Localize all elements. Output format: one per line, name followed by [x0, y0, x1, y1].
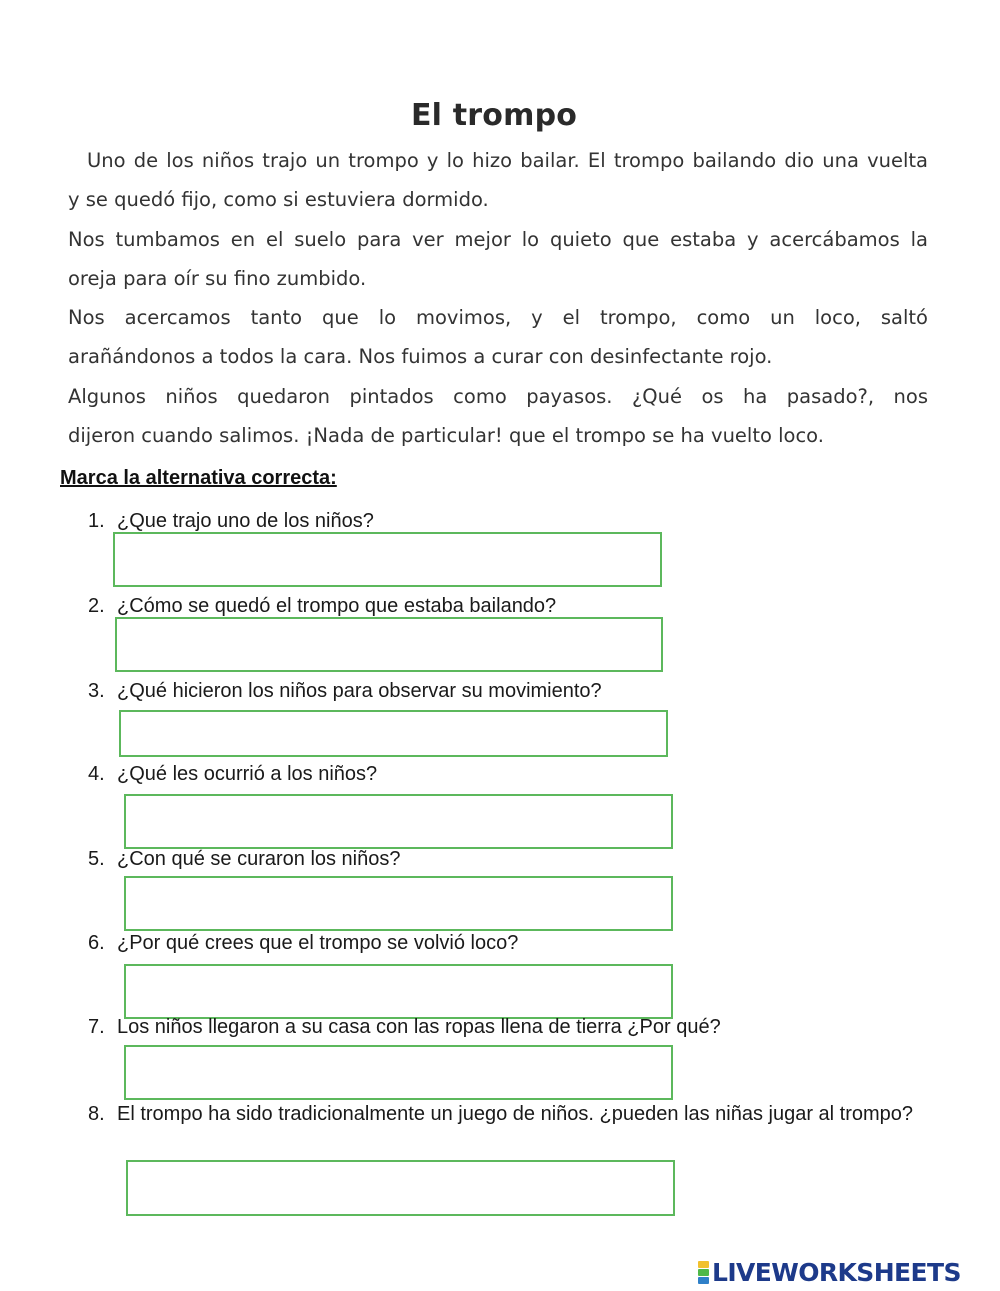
question-text: ¿Por qué crees que el trompo se volvió loco? — [117, 932, 519, 954]
question-number: 6. — [88, 932, 105, 954]
question-number: 3. — [88, 680, 105, 702]
story-line: dijeron cuando salimos. ¡Nada de particular! que el trompo se ha vuelto loco. — [68, 424, 824, 448]
answer-box-8[interactable] — [126, 1160, 675, 1216]
question-number: 2. — [88, 595, 105, 617]
story-line: y se quedó fijo, como si estuviera dormido. — [68, 188, 489, 212]
worksheet-title: El trompo — [410, 98, 578, 133]
answer-box-2[interactable] — [115, 617, 663, 672]
story-line: Nos acercamos tanto que lo movimos, y el trompo, como un loco, saltó — [68, 306, 928, 330]
answer-box-5[interactable] — [124, 876, 673, 931]
question-number: 5. — [88, 848, 105, 870]
story-line: Uno de los niños trajo un trompo y lo hizo bailar. El trompo bailando dio una vuelta — [87, 149, 928, 172]
story-text — [68, 146, 928, 460]
question-text: Los niños llegaron a su casa con las ropas llena de tierra ¿Por qué? — [117, 1016, 721, 1038]
question-text: ¿Qué les ocurrió a los niños? — [117, 763, 378, 785]
brand-name: LIVEWORKSHEETS — [712, 1257, 961, 1287]
story-line: arañándonos a todos la cara. Nos fuimos a curar con desinfectante rojo. — [68, 345, 773, 369]
answer-box-6[interactable] — [124, 964, 673, 1019]
question-text: ¿Qué hicieron los niños para observar su movimiento? — [117, 680, 602, 702]
answer-box-3[interactable] — [119, 710, 668, 757]
story-line: oreja para oír su fino zumbido. — [68, 266, 367, 290]
story-line: Nos tumbamos en el suelo para ver mejor lo quieto que estaba y acercábamos la — [68, 227, 928, 251]
question-text: El trompo ha sido tradicionalmente un juego de niños. ¿pueden las niñas jugar al trompo? — [117, 1103, 914, 1125]
question-number: 4. — [88, 763, 105, 785]
answer-box-1[interactable] — [113, 532, 662, 587]
question-text: ¿Que trajo uno de los niños? — [117, 510, 374, 532]
story-line: Algunos niños quedaron pintados como payasos. ¿Qué os ha pasado?, nos — [68, 384, 928, 408]
answer-box-4[interactable] — [124, 794, 673, 849]
liveworksheets-brand — [698, 1258, 961, 1286]
question-number: 7. — [88, 1016, 105, 1038]
question-number: 1. — [88, 510, 105, 532]
instruction-heading: Marca la alternativa correcta: — [60, 467, 337, 489]
question-number: 8. — [88, 1103, 105, 1125]
question-text: ¿Con qué se curaron los niños? — [117, 848, 401, 870]
liveworksheets-logo-icon — [698, 1261, 709, 1284]
answer-box-7[interactable] — [124, 1045, 673, 1100]
question-text: ¿Cómo se quedó el trompo que estaba bailando? — [117, 595, 557, 617]
